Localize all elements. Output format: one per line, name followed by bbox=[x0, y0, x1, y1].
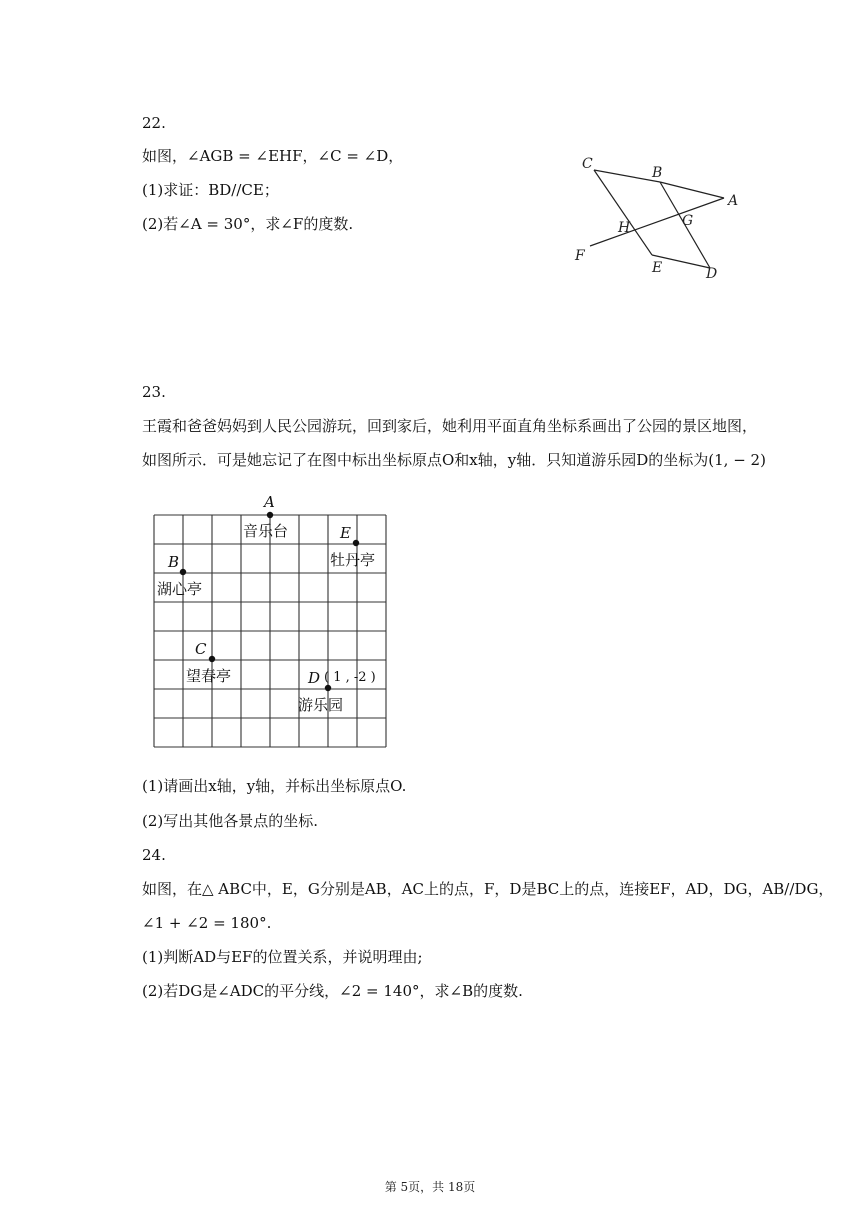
q22-part2: (2)若∠A = 30°，求∠F的度数. bbox=[142, 215, 354, 233]
map-label-B: B bbox=[168, 553, 180, 571]
page-footer: 第 5页，共 18页 bbox=[384, 1180, 476, 1194]
q23-statement-line1: 王霞和爸爸妈妈到人民公园游玩，回到家后，她利用平面直角坐标系画出了公园的景区地图， bbox=[142, 417, 758, 435]
q22-figure bbox=[560, 150, 750, 285]
label-G: G bbox=[682, 213, 694, 229]
map-label-D: D bbox=[308, 669, 321, 687]
map-label-C: C bbox=[195, 640, 207, 658]
q22-part1: (1)求证：BD//CE； bbox=[142, 181, 279, 199]
map-label-E: E bbox=[340, 524, 351, 542]
q23-map-grid bbox=[140, 490, 400, 752]
segment-CB bbox=[594, 170, 660, 182]
point-E bbox=[353, 540, 359, 546]
q24-statement-line2: ∠1 + ∠2 = 180°. bbox=[142, 914, 272, 932]
map-name-A: 音乐台 bbox=[243, 522, 289, 540]
map-label-A: A bbox=[264, 493, 275, 511]
label-B: B bbox=[652, 165, 663, 181]
q24-part2: (2)若DG是∠ADC的平分线，∠2 = 140°，求∠B的度数. bbox=[142, 982, 523, 1000]
q23-part2: (2)写出其他各景点的坐标. bbox=[142, 812, 319, 830]
map-name-C: 望春亭 bbox=[186, 667, 232, 685]
label-E: E bbox=[652, 260, 663, 276]
q24-number: 24. bbox=[142, 846, 166, 864]
q24-statement-line1: 如图，在△ ABC中，E，G分别是AB，AC上的点，F，D是BC上的点，连接EF，AD，DG，AB//DG， bbox=[142, 880, 834, 898]
q23-statement-line2: 如图所示．可是她忘记了在图中标出坐标原点O和x轴，y轴．只知道游乐园D的坐标为(1, − 2) bbox=[142, 451, 766, 469]
label-C: C bbox=[582, 156, 593, 172]
label-D: D bbox=[706, 266, 718, 282]
segment-CE bbox=[594, 170, 652, 255]
map-name-B: 湖心亭 bbox=[157, 580, 203, 598]
point-C bbox=[209, 656, 215, 662]
q22-statement: 如图，∠AGB = ∠EHF，∠C = ∠D， bbox=[142, 147, 404, 165]
grid-lines bbox=[154, 515, 386, 747]
map-name-E: 牡丹亭 bbox=[330, 551, 376, 569]
q24-part1: (1)判断AD与EF的位置关系，并说明理由; bbox=[142, 948, 423, 966]
point-D bbox=[325, 685, 331, 691]
label-A: A bbox=[728, 193, 739, 209]
label-H: H bbox=[618, 220, 631, 236]
point-B bbox=[180, 569, 186, 575]
q23-part1: (1)请画出x轴，y轴，并标出坐标原点O. bbox=[142, 777, 407, 795]
point-A bbox=[267, 512, 273, 518]
segment-FA bbox=[590, 198, 724, 246]
map-coord-D: ( 1 , -2 ) bbox=[324, 670, 376, 685]
map-name-D: 游乐园 bbox=[298, 696, 344, 714]
q23-number: 23. bbox=[142, 383, 166, 401]
label-F: F bbox=[575, 248, 585, 264]
segment-BA bbox=[660, 182, 724, 198]
q22-number: 22. bbox=[142, 114, 166, 132]
